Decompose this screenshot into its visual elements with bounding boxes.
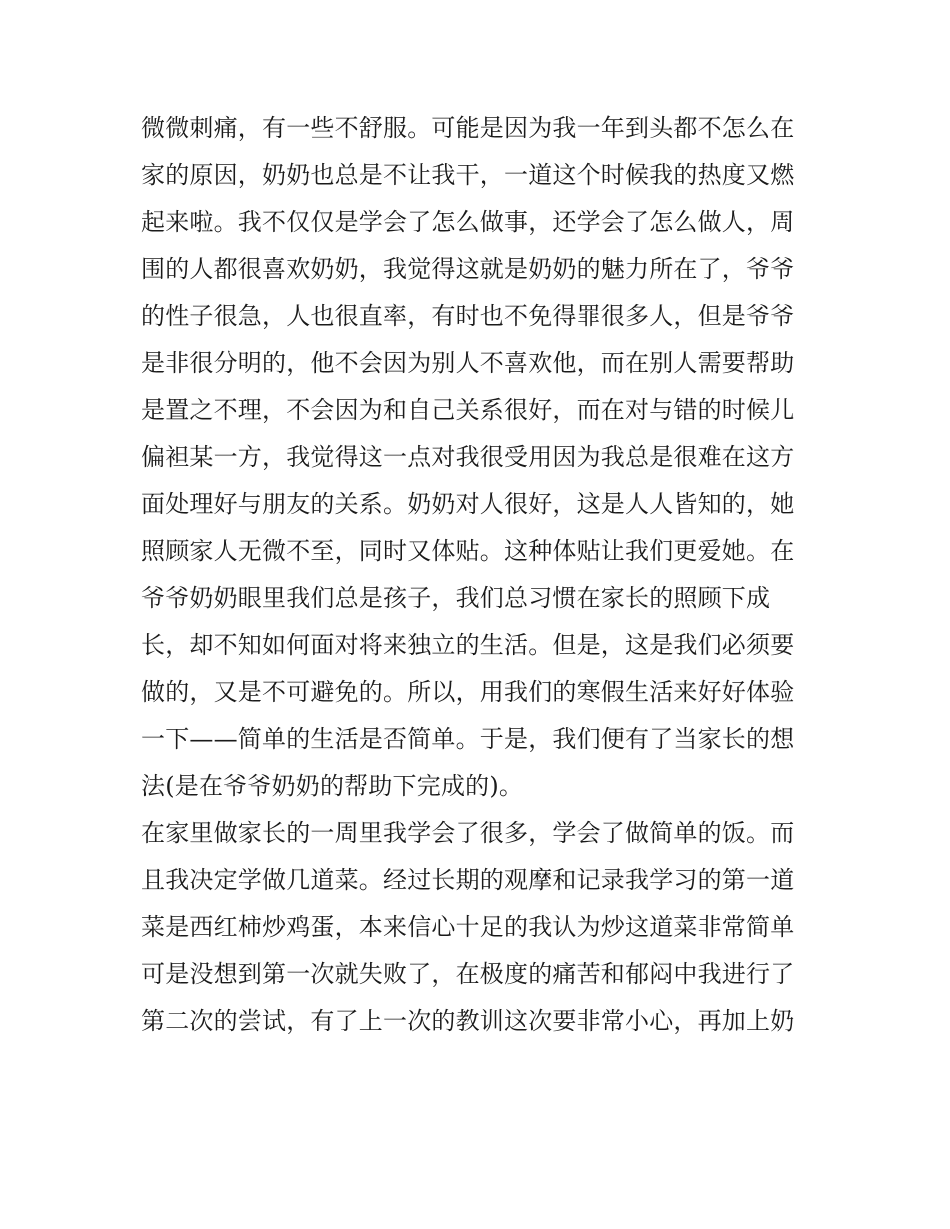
- text-line: 且我决定学做几道菜。经过长期的观摩和记录我学习的第一道: [141, 866, 795, 894]
- text-line: 长，却不知如何面对将来独立的生活。但是，这是我们必须要: [141, 631, 795, 659]
- text-line: 法(是在爷爷奶奶的帮助下完成的)。: [141, 772, 524, 800]
- text-line: 可是没想到第一次就失败了，在极度的痛苦和郁闷中我进行了: [141, 960, 795, 988]
- text-line: 面处理好与朋友的关系。奶奶对人很好，这是人人皆知的，她: [141, 490, 795, 518]
- text-line: 一下——简单的生活是否简单。于是，我们便有了当家长的想: [141, 725, 795, 753]
- text-line: 是置之不理，不会因为和自己关系很好，而在对与错的时候儿: [141, 396, 795, 424]
- text-line: 的性子很急，人也很直率，有时也不免得罪很多人，但是爷爷: [141, 302, 795, 330]
- text-line: 在家里做家长的一周里我学会了很多，学会了做简单的饭。而: [141, 819, 795, 847]
- text-line: 起来啦。我不仅仅是学会了怎么做事，还学会了怎么做人，周: [141, 208, 795, 236]
- text-line: 是非很分明的，他不会因为别人不喜欢他，而在别人需要帮助: [141, 349, 795, 377]
- text-line: 第二次的尝试，有了上一次的教训这次要非常小心，再加上奶: [141, 1007, 795, 1035]
- text-line: 照顾家人无微不至，同时又体贴。这种体贴让我们更爱她。在: [141, 537, 795, 565]
- text-line: 围的人都很喜欢奶奶，我觉得这就是奶奶的魅力所在了，爷爷: [141, 255, 795, 283]
- text-line: 菜是西红柿炒鸡蛋，本来信心十足的我认为炒这道菜非常简单: [141, 913, 795, 941]
- text-line: 微微刺痛，有一些不舒服。可能是因为我一年到头都不怎么在: [141, 114, 795, 142]
- text-line: 家的原因，奶奶也总是不让我干，一道这个时候我的热度又燃: [141, 161, 795, 189]
- text-line: 做的，又是不可避免的。所以，用我们的寒假生活来好好体验: [141, 678, 795, 706]
- text-line: 偏袒某一方，我觉得这一点对我很受用因为我总是很难在这方: [141, 443, 795, 471]
- text-line: 爷爷奶奶眼里我们总是孩子，我们总习惯在家长的照顾下成: [141, 584, 771, 612]
